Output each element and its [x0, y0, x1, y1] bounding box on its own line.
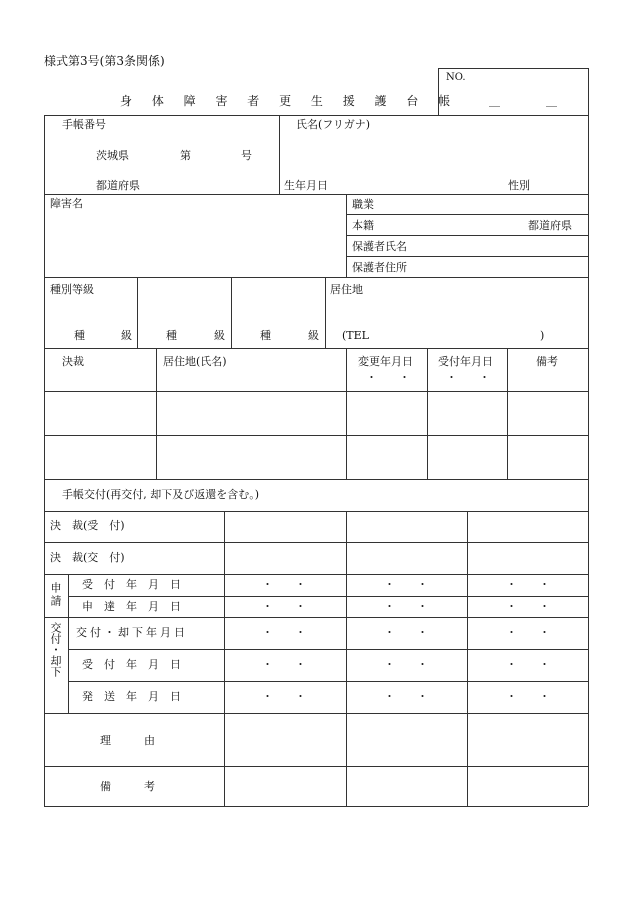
dots-r5-c2: ・ ・: [384, 690, 428, 703]
honseki-suffix: 都道府県: [528, 219, 572, 232]
kyu-1: 級: [121, 329, 132, 342]
received-date-label: 受 付 年 月 日: [82, 578, 181, 591]
number-blank-1: ＿: [489, 95, 500, 108]
tel-open: (TEL: [342, 329, 369, 342]
dots-r1-c3: ・ ・: [506, 578, 550, 591]
dots-r3-c3: ・ ・: [506, 626, 550, 639]
dots-r4-c3: ・ ・: [506, 658, 550, 671]
guardian-name-label: 保護者氏名: [352, 240, 407, 253]
number-blank-2: ＿: [546, 95, 557, 108]
delivery-date-label: 申 達 年 月 日: [82, 600, 181, 613]
honseki-label: 本籍: [352, 219, 374, 232]
dai-text: 第: [180, 149, 191, 162]
decision-label: 決裁: [62, 355, 84, 368]
dots-r1-c2: ・ ・: [384, 578, 428, 591]
application-label: 申請: [49, 582, 62, 608]
dots-r2-c2: ・ ・: [384, 600, 428, 613]
shu-1: 種: [74, 329, 85, 342]
grade-label: 種別等級: [50, 283, 94, 296]
dots-r2-c3: ・ ・: [506, 600, 550, 613]
page-title: 身 体 障 害 者 更 生 援 護 台 帳: [120, 94, 459, 108]
kyu-2: 級: [214, 329, 225, 342]
remarks-bottom-label: 備 考: [100, 780, 155, 793]
residence-name-label: 居住地(氏名): [163, 355, 227, 368]
guardian-address-label: 保護者住所: [352, 261, 407, 274]
issue-reject-label: 交付・却下: [49, 622, 62, 677]
tel-close: ): [540, 329, 545, 342]
shu-2: 種: [166, 329, 177, 342]
issue-reject-date-label: 交付・却下年月日: [76, 626, 188, 639]
handbook-issue-header: 手帳交付(再交付, 却下及び返還を含む。): [62, 488, 260, 501]
dots-r4-c1: ・ ・: [262, 658, 306, 671]
kyu-3: 級: [308, 329, 319, 342]
change-date-dots: ・ ・: [366, 371, 410, 384]
birth-date-label: 生年月日: [284, 179, 328, 192]
dots-r5-c3: ・ ・: [506, 690, 550, 703]
dots-r2-c1: ・ ・: [262, 600, 306, 613]
change-date-label: 変更年月日: [358, 355, 413, 368]
name-furigana-label: 氏名(フリガナ): [296, 118, 371, 131]
occupation-label: 職業: [352, 198, 374, 211]
decision-receipt-label: 決 裁(受 付): [50, 519, 125, 532]
dots-r1-c1: ・ ・: [262, 578, 306, 591]
go-text: 号: [241, 149, 252, 162]
dots-r4-c2: ・ ・: [384, 658, 428, 671]
sex-label: 性別: [508, 179, 530, 192]
form-number-label: 様式第3号(第3条関係): [44, 54, 165, 68]
receipt-date-dots: ・ ・: [446, 371, 490, 384]
prefecture-text: 茨城県: [96, 149, 129, 162]
number-label: NO.: [446, 72, 466, 83]
receipt-date-label: 受付年月日: [438, 355, 493, 368]
decision-issue-label: 決 裁(交 付): [50, 551, 125, 564]
reason-label: 理 由: [100, 734, 155, 747]
remarks-label: 備考: [536, 355, 558, 368]
dots-r5-c1: ・ ・: [262, 690, 306, 703]
dots-r3-c2: ・ ・: [384, 626, 428, 639]
disability-name-label: 障害名: [50, 197, 83, 210]
dots-r3-c1: ・ ・: [262, 626, 306, 639]
shu-3: 種: [260, 329, 271, 342]
send-date-label: 発 送 年 月 日: [82, 690, 181, 703]
handbook-number-label: 手帳番号: [62, 118, 106, 131]
todofuken-text: 都道府県: [96, 179, 140, 192]
issue-received-date-label: 受 付 年 月 日: [82, 658, 181, 671]
residence-label: 居住地: [330, 283, 363, 296]
